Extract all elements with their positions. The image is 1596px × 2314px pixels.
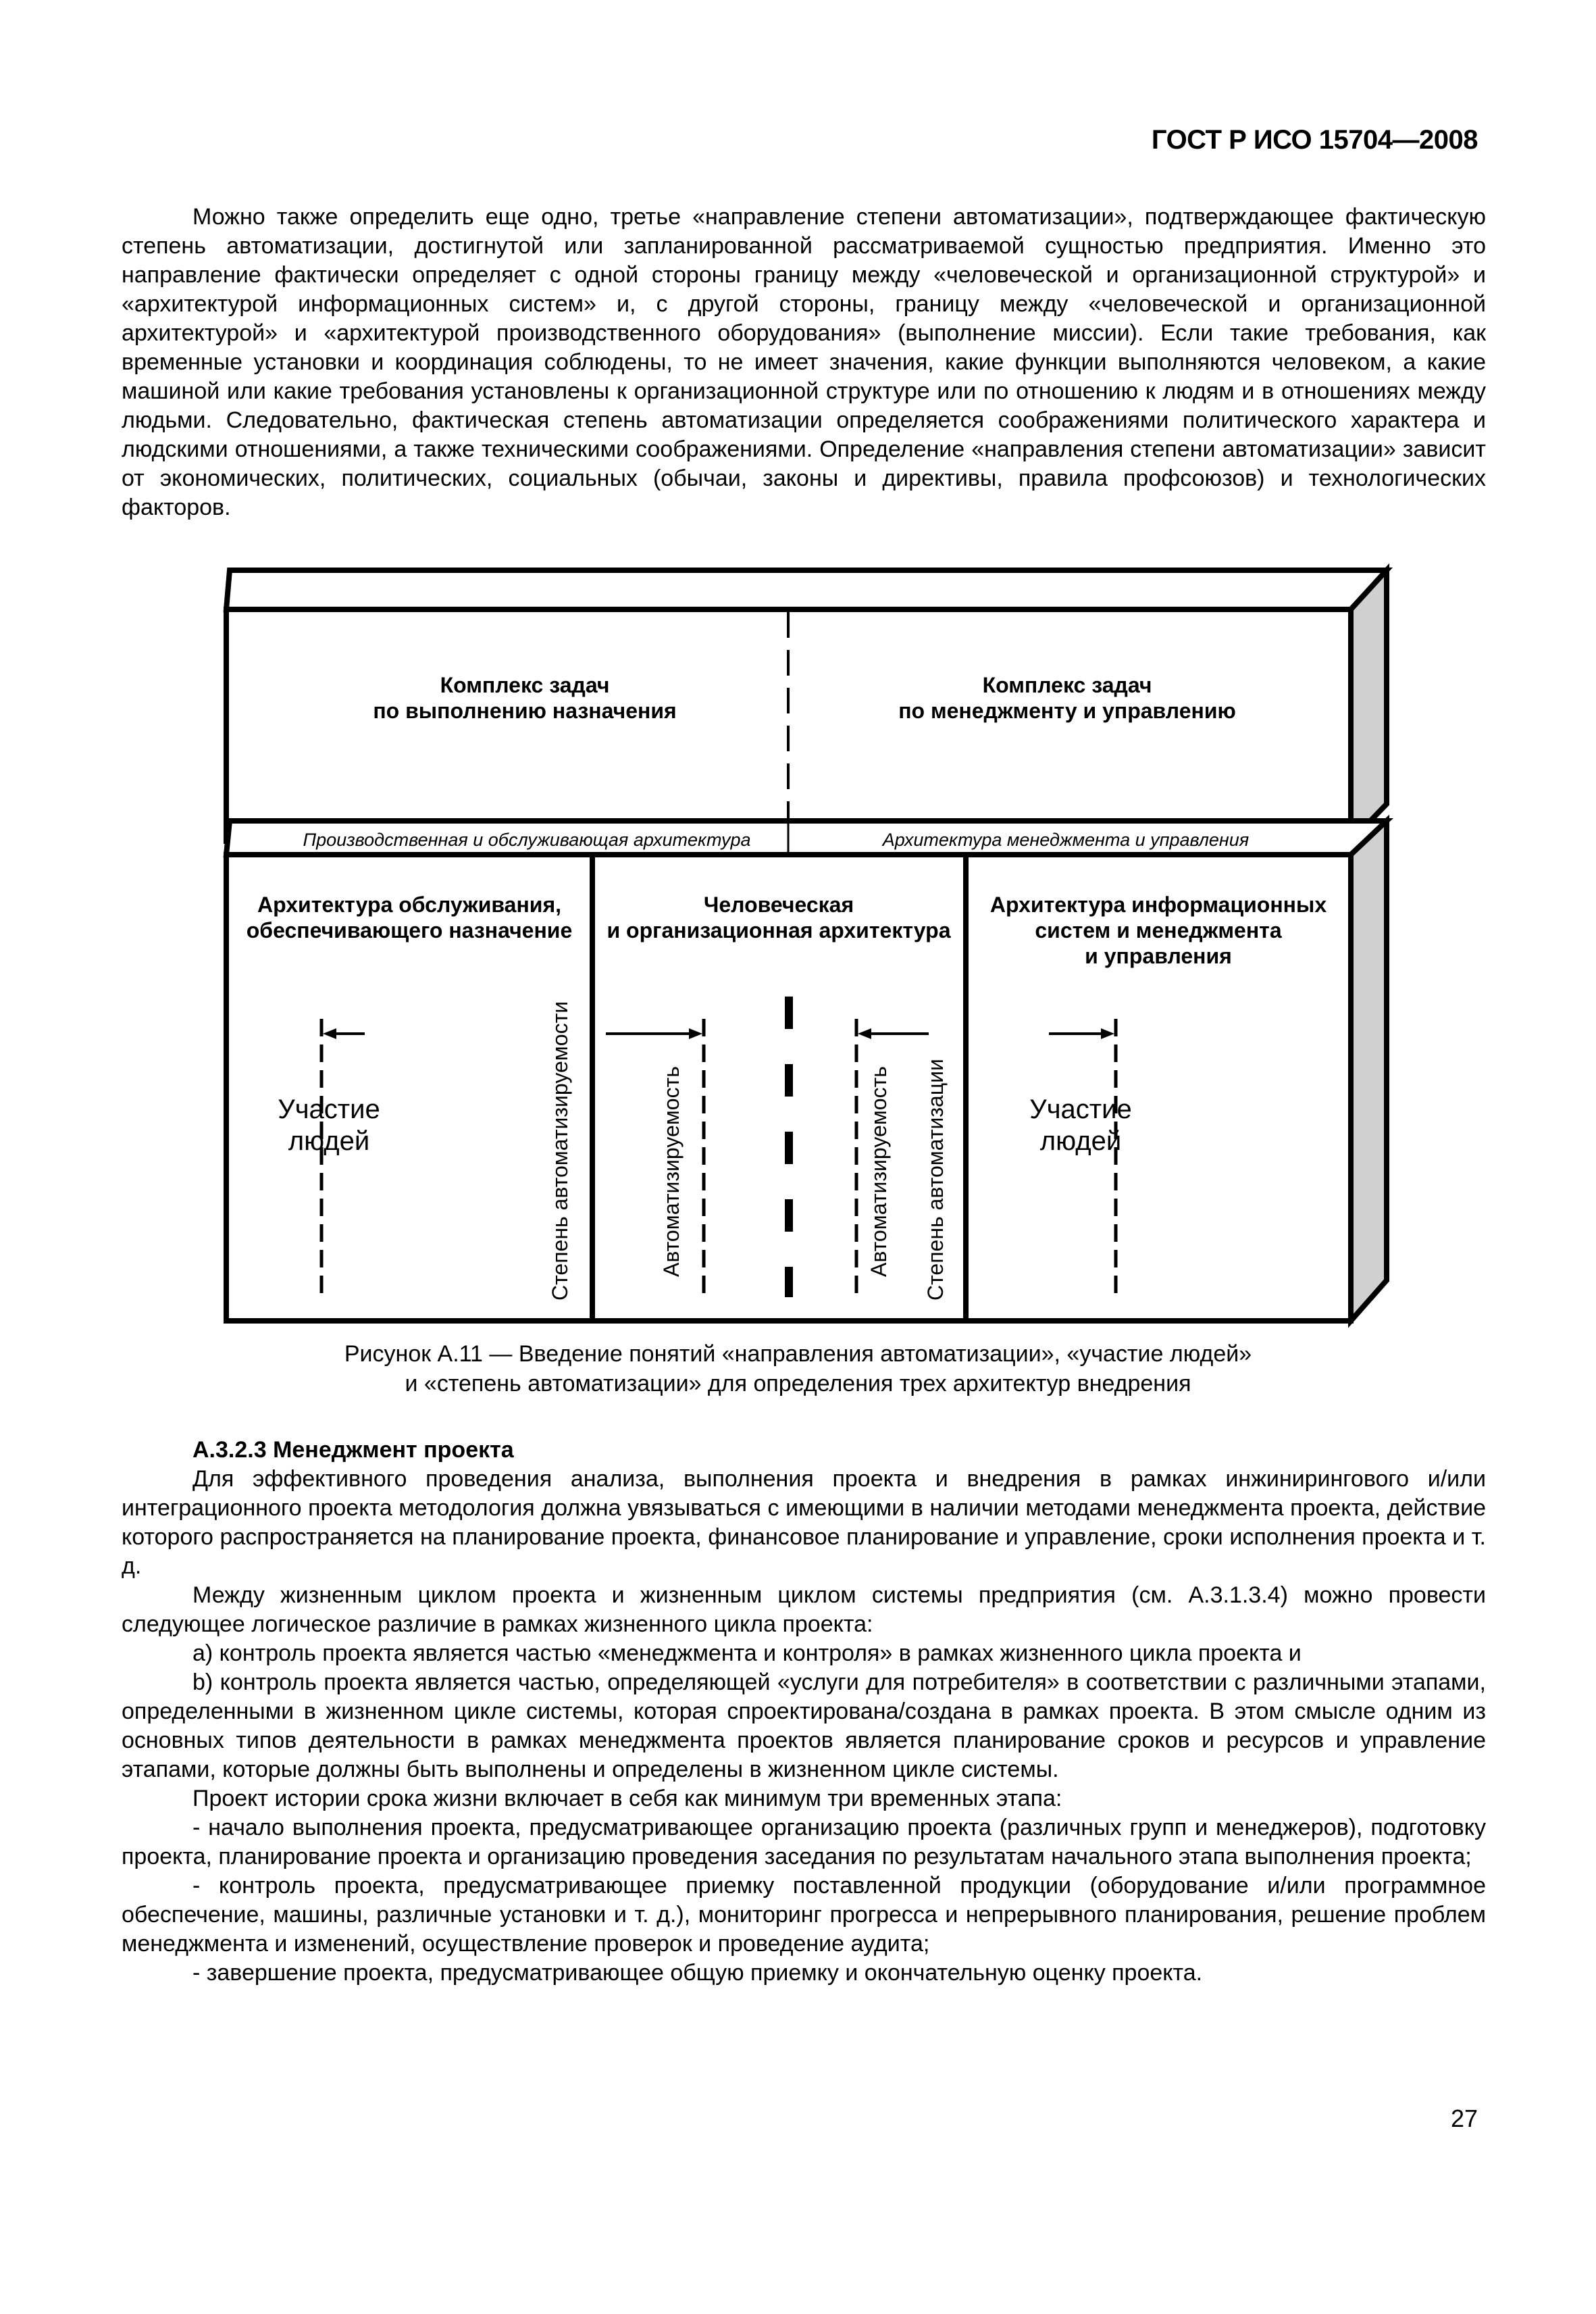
top-left-label-line2: по выполнению назначения [373, 699, 677, 723]
top-face-left-label: Производственная и обслуживающая архитектура [303, 830, 751, 850]
human-participation-right-line2: людей [1039, 1126, 1122, 1156]
bullet-item: - начало выполнения проекта, предусматривающее организацию проекта (различных групп и менеджеров), подготовку проекта, планирование проекта и организацию проведения заседания по результатам начального этапа выполнения проекта; [122, 1815, 1486, 1869]
figure-caption [203, 1339, 1393, 1399]
list-item-a: a) контроль проекта является частью «менеджмента и контроля» в рамках жизненного цикла проекта и [192, 1640, 1302, 1666]
bullet-item: - завершение проекта, предусматривающее общую приемку и окончательную оценку проекта. [192, 1960, 1203, 1986]
bullet-item: - контроль проекта, предусматривающее приемку поставленной продукции (оборудование и/или программное обеспечение, машины, различные установки и т. д.), мониторинг прогресса и непрерывного планирования, решение проблем менеджмента и изменений, осуществление проверок и проведение аудита; [122, 1873, 1486, 1957]
section-paragraph: Проект истории срока жизни включает в себя как минимум три временных этапа: [192, 1786, 1062, 1811]
intro-paragraph: Можно также определить еще одно, третье «направление степени автоматизации», подтверждающее фактическую степень автоматизации, достигнутой или запланированной рассматриваемой сущностью предприятия. Именно это направление фактически определяет с одной стороны границу между «человеческой и организационной структурой» и «архитектурой информационных систем» и, с другой стороны, границу между «человеческой и организационной архитектурой» и «архитектурой производственного оборудования» (выполнение миссии). Если такие требования, как временные установки и координация соблюдены, то не имеет значения, какие функции выполняются человеком, а какие машиной или какие требования установлены к организационной структуре или по отношению к людям и в отношениях между людьми. Следовательно, фактическая степень автоматизации определяется соображениями политического характера и людскими отношениями, а также техническими соображениями. Определение «направления степени автоматизации» зависит от экономических, политических, социальных (обычаи, законы и директивы, правила профсоюзов) и технологических факторов. [122, 204, 1486, 520]
bottom-box [226, 821, 1387, 1321]
vertical-label-automatability-right: Автоматизируемость [867, 1066, 891, 1277]
list-item-b: b) контроль проекта является частью, определяющей «услуги для потребителя» в соответствии с различными этапами, определенными в жизненном цикле системы, которая спроектирована/создана в рамках проекта. В этом смысле одним из основных типов деятельности в рамках менеджмента проектов является планирование сроков и ресурсов и управление этапами, которые должны быть выполнены и определены в жизненном цикле системы. [122, 1669, 1486, 1782]
top-box [226, 570, 1387, 858]
figure-caption-line2: и «степень автоматизации» для определения трех архитектур внедрения [405, 1371, 1191, 1397]
top-right-label-line2: по менеджменту и управлению [898, 699, 1236, 723]
bottom-box-side-face [1351, 821, 1387, 1321]
page-number: 27 [1450, 2105, 1478, 2132]
vertical-label-automatability-left: Автоматизируемость [659, 1066, 684, 1277]
section-heading: А.3.2.3 Менеджмент проекта [192, 1437, 514, 1463]
human-participation-left-line1: Участие [278, 1095, 380, 1124]
top-left-label-line1: Комплекс задач [440, 673, 610, 697]
human-participation-left-line2: людей [288, 1126, 370, 1156]
col3-title-line2: систем и менеджмента [1035, 918, 1282, 942]
col3-title-line3: и управления [1085, 944, 1232, 968]
col1-title-line2: обеспечивающего назначение [246, 918, 573, 942]
top-box-top-face [226, 570, 1387, 609]
human-participation-right-line1: Участие [1029, 1095, 1132, 1124]
col3-title-line1: Архитектура информационных [989, 892, 1327, 917]
document-id-header: ГОСТ Р ИСО 15704—2008 [1151, 125, 1478, 155]
top-box-side-face [1351, 570, 1387, 841]
vertical-label-degree-automation: Степень автоматизации [923, 1059, 948, 1301]
col2-title-line2: и организационная архитектура [607, 918, 951, 942]
section-paragraph: Для эффективного проведения анализа, выполнения проекта и внедрения в рамках инжинирингового и/или интеграционного проекта методология должна увязываться с имеющими в наличии методами менеджмента проекта, действие которого распространяется на планирование проекта, финансовое планирование и управление, сроки исполнения проекта и т. д. [122, 1466, 1486, 1579]
col2-title-line1: Человеческая [703, 892, 854, 917]
figure-caption-line1: Рисунок А.11 — Введение понятий «направления автоматизации», «участие людей» [344, 1341, 1252, 1367]
section-paragraph: Между жизненным циклом проекта и жизненным циклом системы предприятия (см. А.3.1.3.4) можно провести следующее логическое различие в рамках жизненного цикла проекта: [122, 1582, 1486, 1637]
top-face-right-label: Архитектура менеджмента и управления [882, 830, 1250, 850]
vertical-label-degree-automatability: Степень автоматизируемости [548, 1001, 572, 1301]
col1-title-line1: Архитектура обслуживания, [257, 892, 562, 917]
section-project-management [122, 1436, 1486, 1988]
top-right-label-line1: Комплекс задач [982, 673, 1152, 697]
